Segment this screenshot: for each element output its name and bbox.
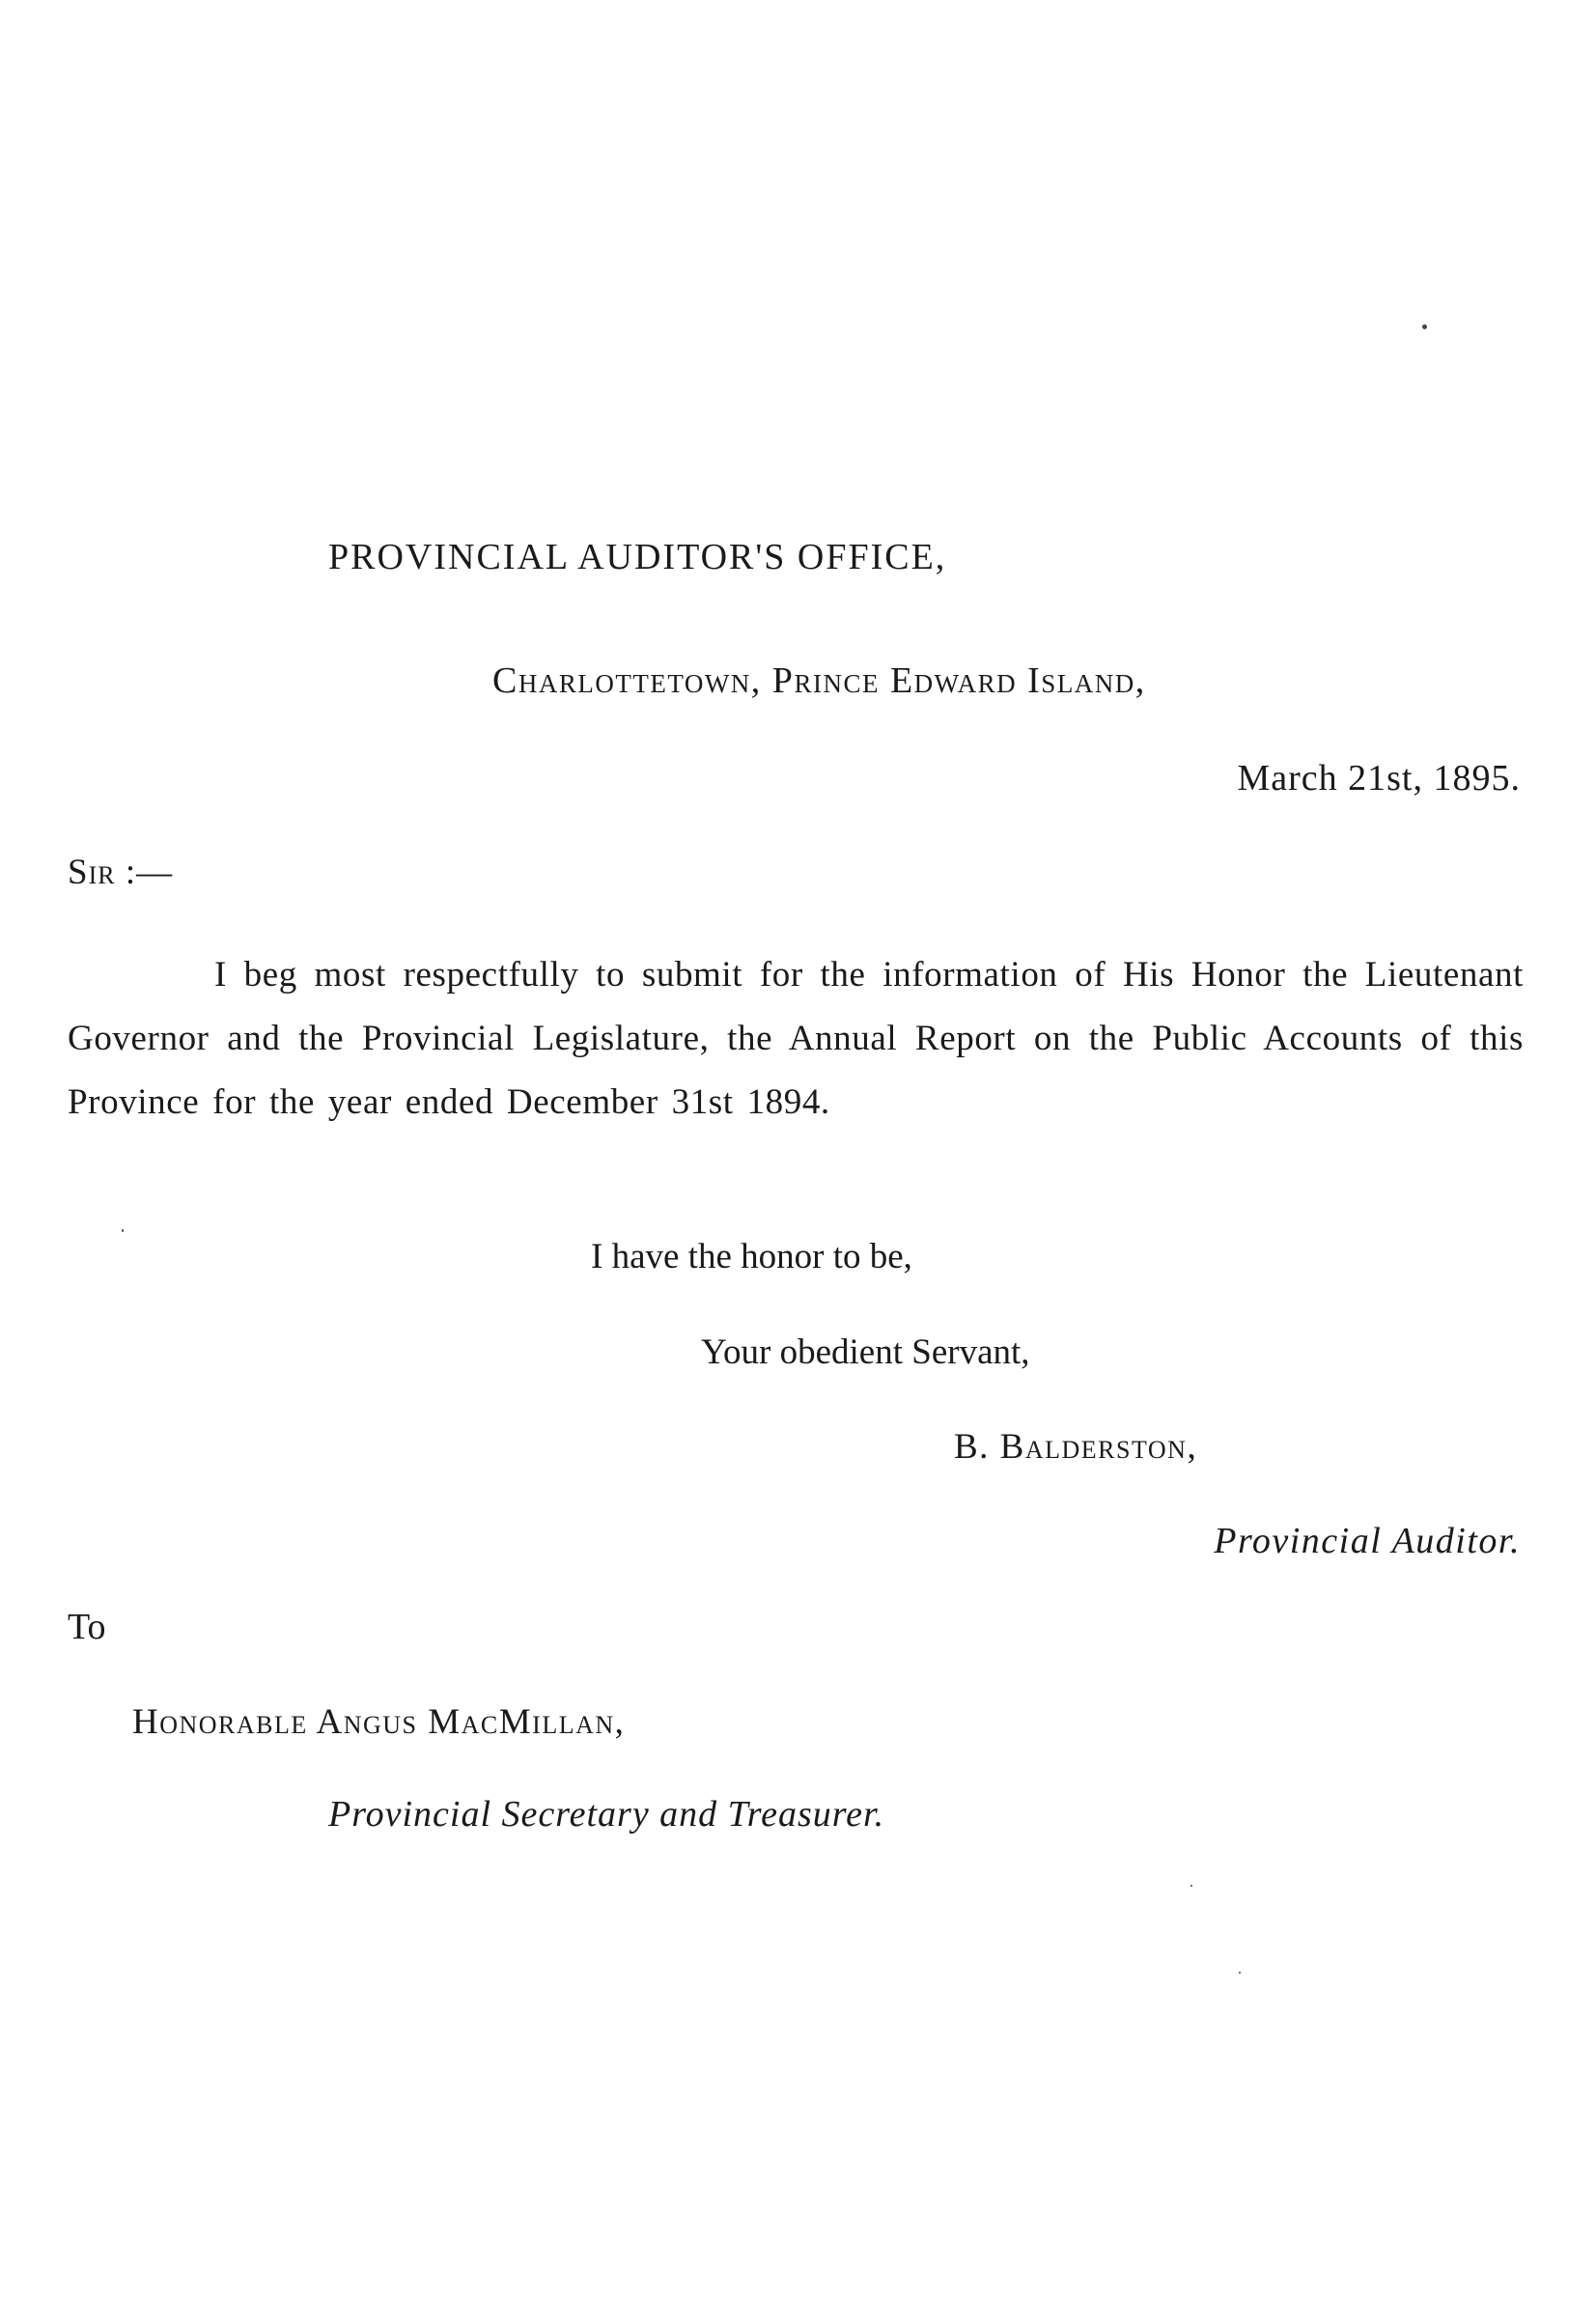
signer-title: Provincial Auditor.: [1214, 1521, 1521, 1561]
closing-line-2: Your obedient Servant,: [701, 1332, 1030, 1372]
scan-speck: [122, 1229, 124, 1232]
scan-speck: [1239, 1972, 1241, 1974]
place-line: Charlottetown, Prince Edward Island,: [492, 660, 1146, 701]
addressee-name: Honorable Angus MacMillan,: [132, 1702, 626, 1742]
closing-line-1: I have the honor to be,: [591, 1237, 912, 1276]
office-heading: PROVINCIAL AUDITOR'S OFFICE,: [328, 537, 947, 577]
body-paragraph: I beg most respectfully to submit for the information of His Honor the Lieutenant Governor and the Provincial Legislature, the Annual Report on the Public Accounts of this Province for the year ended December 31st 1894.: [68, 955, 1524, 1122]
to-label: To: [68, 1607, 106, 1647]
salutation: Sir :—: [68, 853, 174, 892]
letter-date: March 21st, 1895.: [1237, 758, 1521, 799]
scan-speck: [1422, 324, 1427, 329]
signer-name: B. Balderston,: [954, 1427, 1198, 1467]
scan-speck: [1190, 1885, 1192, 1887]
addressee-title: Provincial Secretary and Treasurer.: [328, 1794, 885, 1835]
